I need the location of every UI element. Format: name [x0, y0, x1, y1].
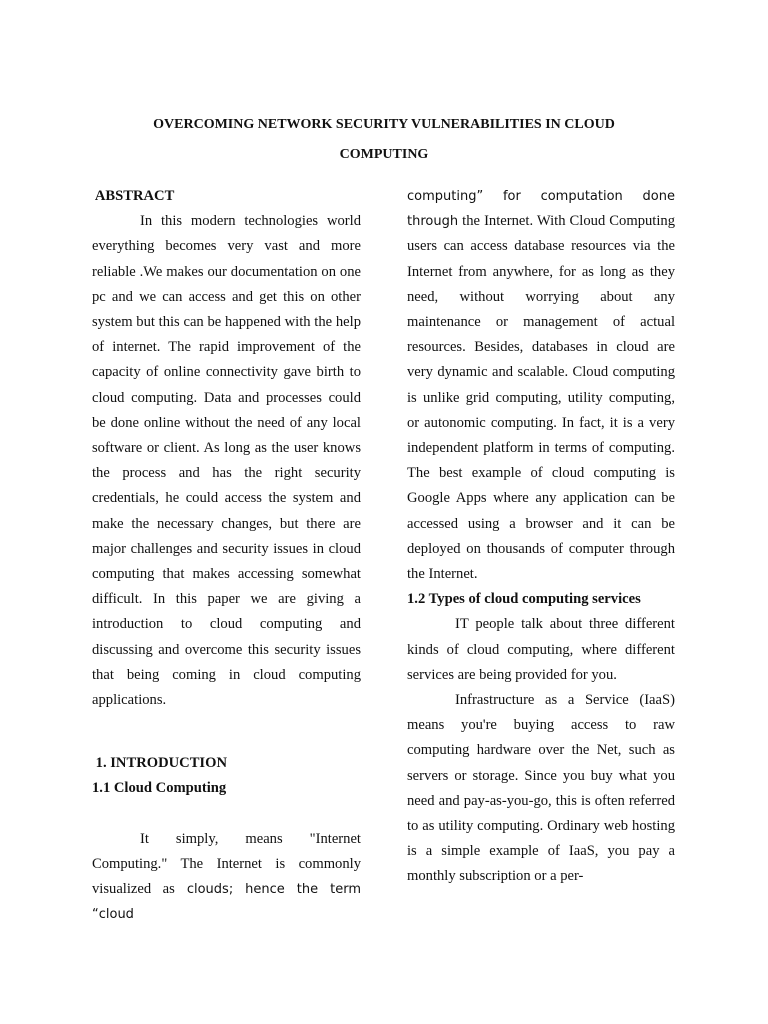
continuation-first-line: computing” for computation done through	[407, 189, 675, 230]
paper-title-line-2: COMPUTING	[339, 147, 429, 162]
types-paragraph: IT people talk about three different kinds of cloud computing, where different services are being provided for you.	[407, 616, 675, 683]
right-column	[407, 184, 675, 890]
continuation-text: the Internet. With Cloud Computing users can access database resources via the Internet from anywhere, for as long as they need, without worrying about any maintenance or management of actual resources. Besides, databases in cloud are very dynamic and scalable. Cloud computing is unlike grid computing, utility computing, or autonomic computing. In fact, it is a very independent platform in terms of computing. The best example of cloud computing is Google Apps where any application can be accessed using a browser and it can be deployed on thousands of computer through the Internet.	[407, 213, 675, 583]
cloud-computing-paragraph	[92, 827, 361, 928]
continuation-paragraph	[407, 184, 675, 587]
introduction-heading: 1. INTRODUCTION	[92, 755, 228, 772]
abstract-paragraph: In this modern technologies world everything becomes very vast and more reliable .We makes our documentation on one pc and we can access and get this on other system but this can be happened with the help of internet. The rapid improvement of the capacity of online connectivity gave birth to cloud computing. Data and processes could be done online without the need of any local software or client. As long as the user knows the process and has the right security credentials, he could access the system and make the necessary changes, but there are major challenges and security issues in cloud computing that makes accessing somewhat difficult. In this paper we are giving a introduction to cloud computing and discussing and overcome this security issues that being coming in cloud computing applications.	[92, 213, 361, 709]
left-column	[92, 184, 361, 927]
iaas-paragraph: Infrastructure as a Service (IaaS) means you're buying access to raw computing hardware over the Net, such as servers or storage. Since you buy what you need and pay-as-you-go, this is often referred to as utility computing. Ordinary web hosting is a simple example of IaaS, you pay a monthly subscription or a per-	[407, 692, 675, 885]
cloud-computing-text-end: clouds; hence the term “cloud	[92, 882, 361, 923]
section-spacer	[92, 802, 361, 827]
types-heading: 1.2 Types of cloud computing services	[407, 591, 641, 608]
cloud-computing-heading: 1.1 Cloud Computing	[92, 780, 227, 797]
abstract-heading: ABSTRACT	[92, 188, 175, 204]
section-spacer	[92, 713, 361, 751]
cloud-computing-text: It simply, means "Internet Computing." The Internet is commonly visualized as	[92, 830, 361, 898]
paper-title	[110, 110, 658, 170]
paper-title-line-1: OVERCOMING NETWORK SECURITY VULNERABILITIES IN CLOUD	[153, 117, 615, 132]
